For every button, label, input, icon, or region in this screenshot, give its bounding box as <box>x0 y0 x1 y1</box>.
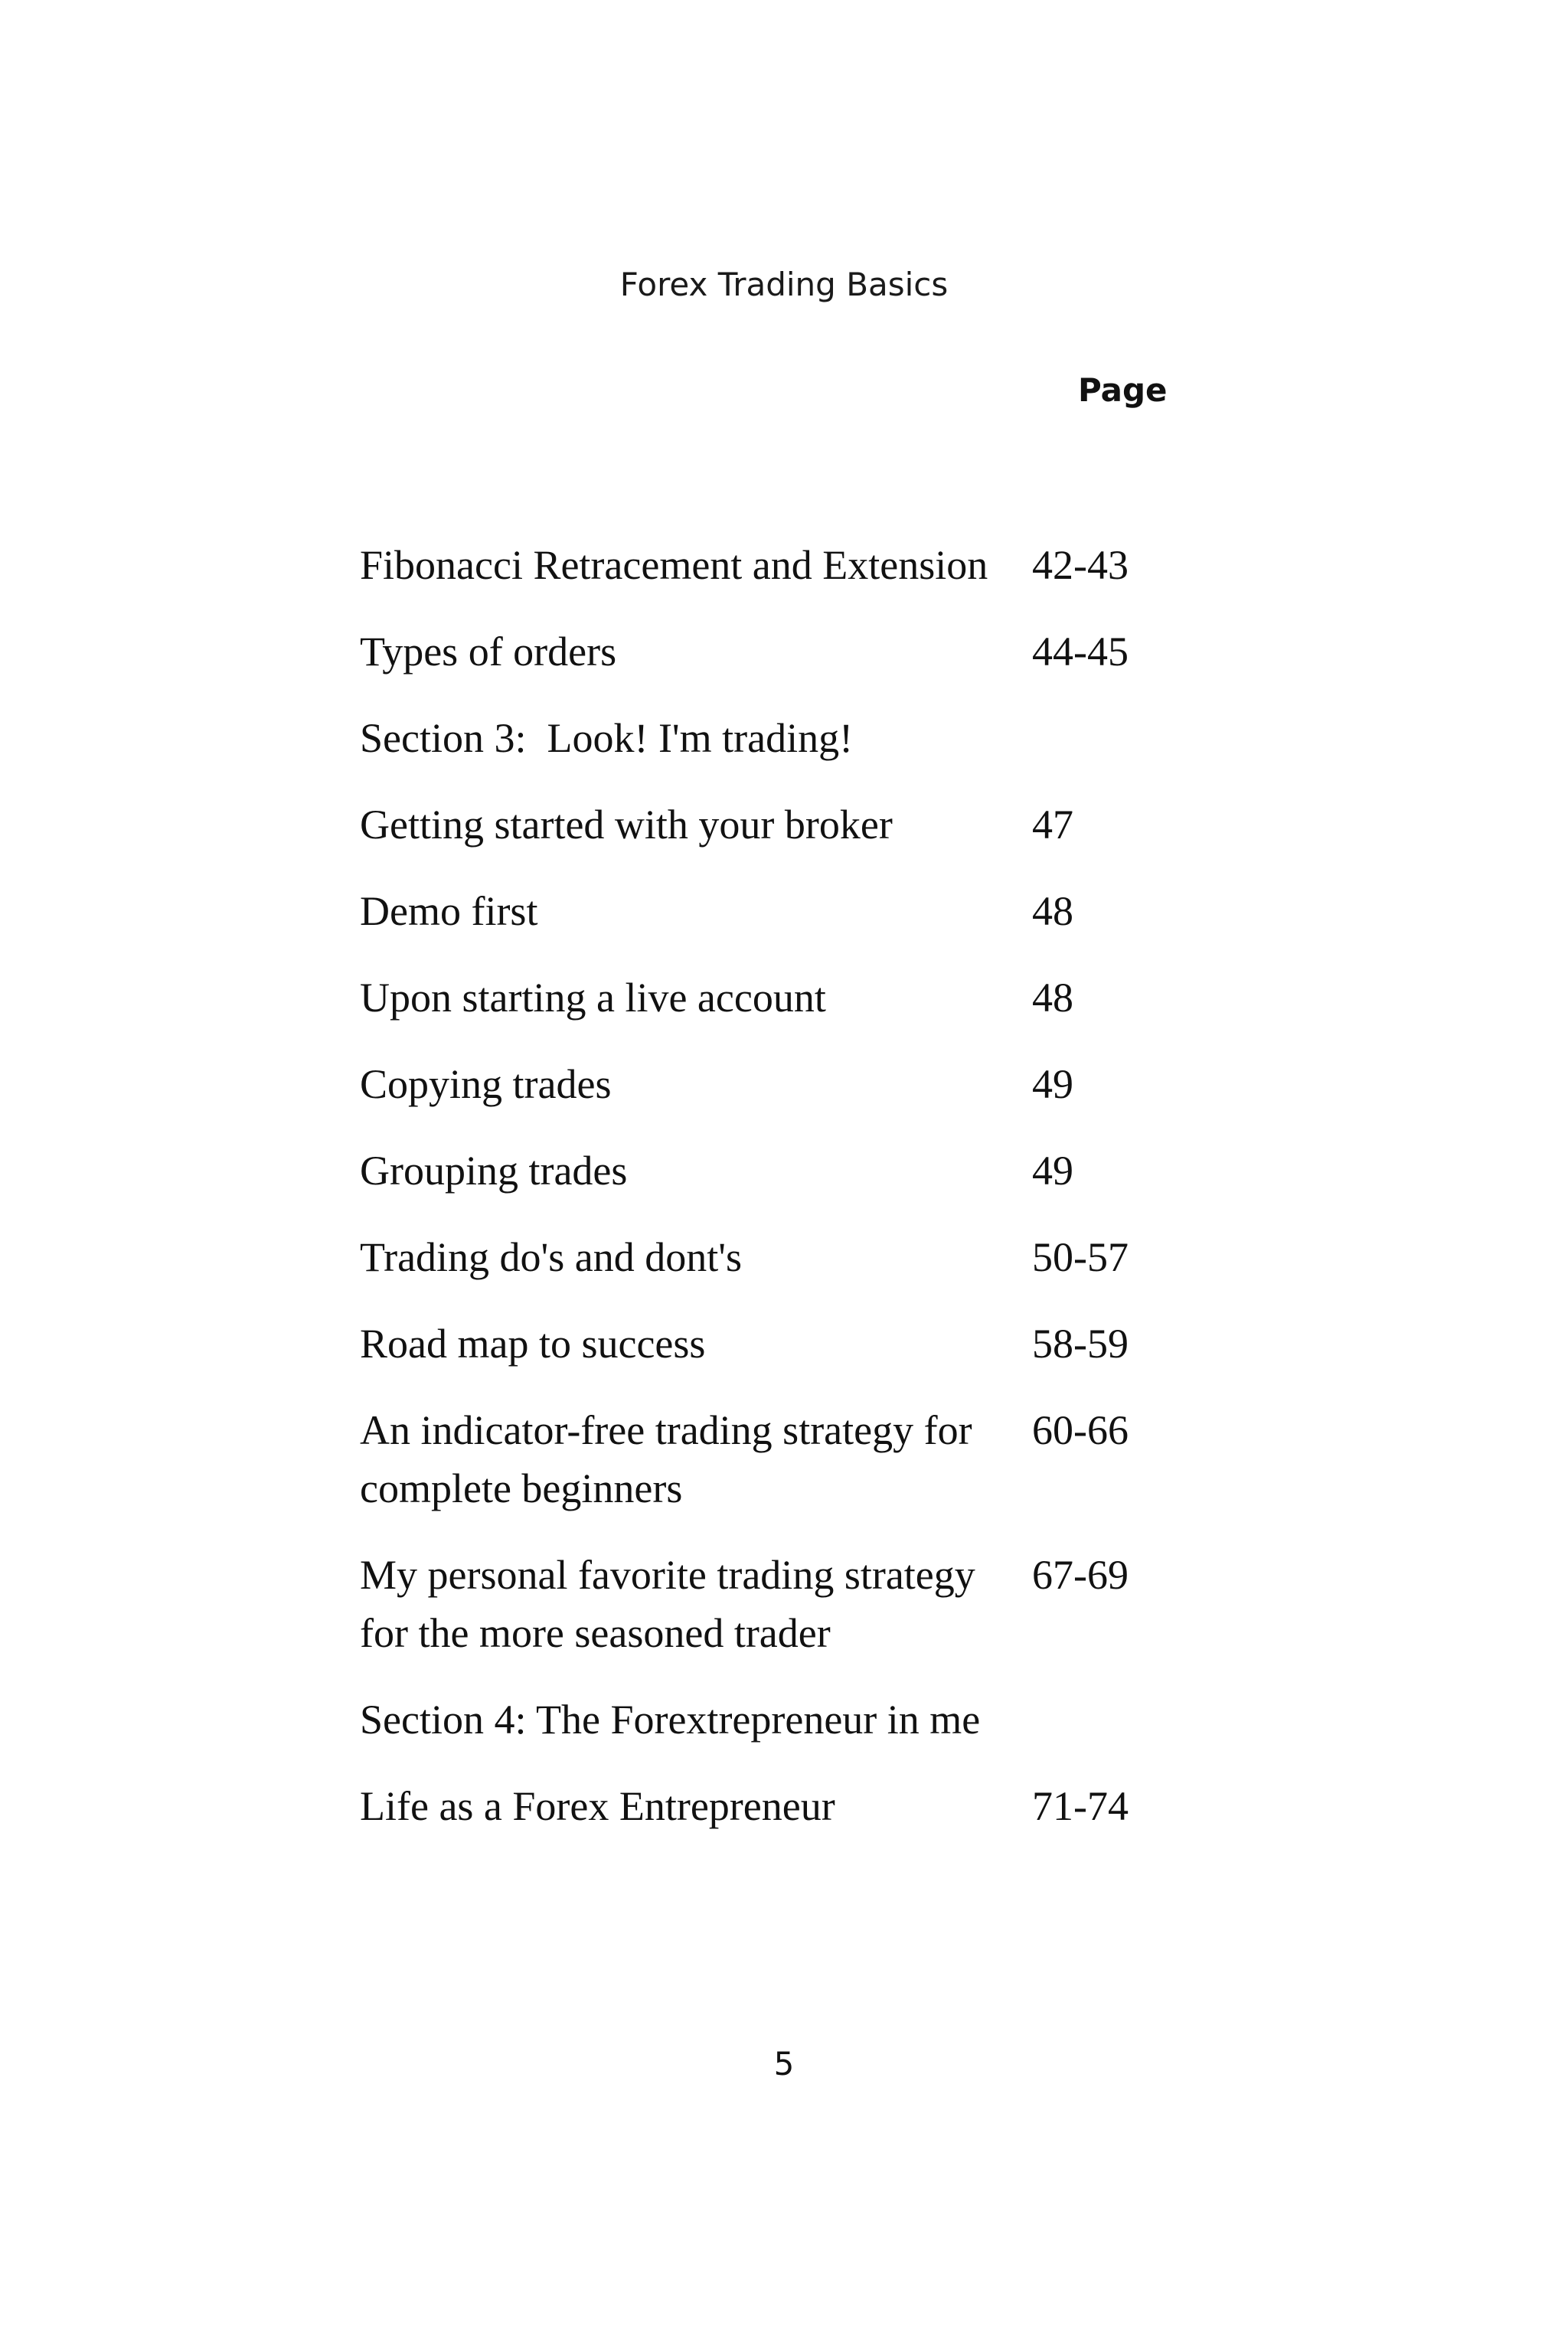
toc-entry-page: 42-43 <box>1032 542 1129 588</box>
running-head-title: Forex Trading Basics <box>619 266 949 303</box>
toc-entry-page: 50-57 <box>1032 1234 1129 1280</box>
toc-entry-title: Life as a Forex Entrepreneur <box>360 1783 835 1829</box>
toc-entry-title: Demo first <box>360 888 538 934</box>
table-of-contents <box>360 536 1233 1864</box>
toc-entry-page: 47 <box>1032 802 1073 848</box>
toc-entry-page: 49 <box>1032 1061 1073 1107</box>
toc-entry <box>360 1142 1233 1200</box>
page-column-label: Page <box>1078 371 1168 409</box>
toc-entry-title: My personal favorite trading strategy for the more seasoned trader <box>360 1552 975 1656</box>
toc-entry-title: Getting started with your broker <box>360 802 893 848</box>
toc-entry-title: Road map to success <box>360 1321 706 1367</box>
toc-entry-page: 44-45 <box>1032 629 1129 675</box>
toc-entry-title: Copying trades <box>360 1061 612 1107</box>
toc-entry-page: 48 <box>1032 888 1073 934</box>
toc-entry-page: 48 <box>1032 975 1073 1021</box>
toc-entry-title: Grouping trades <box>360 1148 628 1194</box>
toc-entry <box>360 1055 1233 1113</box>
toc-section-title: Section 4: The Forextrepreneur in me <box>360 1697 981 1743</box>
toc-entry-title: Types of orders <box>360 629 617 675</box>
toc-entry <box>360 1777 1233 1835</box>
toc-entry-title: An indicator-free trading strategy for complete beginners <box>360 1407 972 1511</box>
toc-entry <box>360 969 1233 1027</box>
toc-section-heading <box>360 709 1233 767</box>
page-number: 5 <box>773 2045 795 2082</box>
toc-entry-page: 67-69 <box>1032 1552 1129 1598</box>
toc-entry <box>360 536 1233 594</box>
toc-entry <box>360 795 1233 854</box>
toc-entry <box>360 1401 1233 1517</box>
toc-section-heading <box>360 1690 1233 1749</box>
toc-entry-page: 60-66 <box>1032 1407 1129 1453</box>
toc-entry <box>360 1228 1233 1286</box>
toc-entry-page: 49 <box>1032 1148 1073 1194</box>
toc-section-title: Section 3: Look! I'm trading! <box>360 715 854 761</box>
toc-entry <box>360 1315 1233 1373</box>
toc-entry-page: 71-74 <box>1032 1783 1129 1829</box>
toc-entry-title: Fibonacci Retracement and Extension <box>360 542 988 588</box>
toc-entry-page: 58-59 <box>1032 1321 1129 1367</box>
toc-entry <box>360 622 1233 681</box>
toc-entry <box>360 1546 1233 1662</box>
toc-entry <box>360 882 1233 940</box>
toc-entry-title: Upon starting a live account <box>360 975 826 1021</box>
toc-entry-title: Trading do's and dont's <box>360 1234 742 1280</box>
